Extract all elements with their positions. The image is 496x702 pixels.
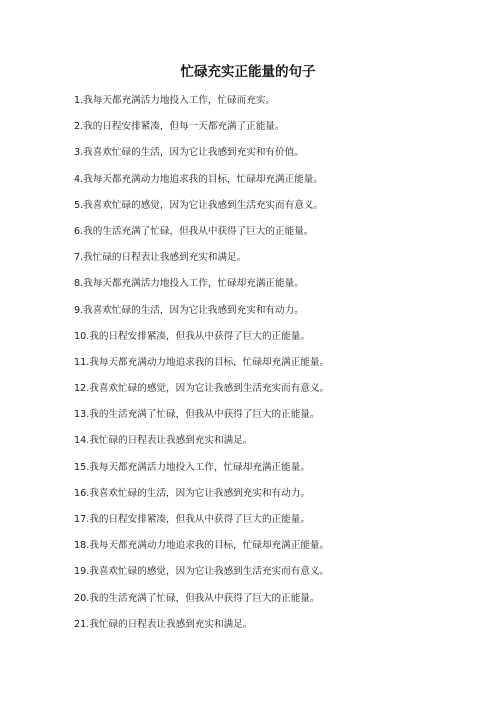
document-title: 忙碌充实正能量的句子: [180, 64, 316, 80]
list-item-text: 我的日程安排紧凑，但每一天都充满了正能量。: [83, 121, 285, 133]
list-item-number: 14.: [74, 435, 90, 447]
list-item: [74, 119, 329, 145]
list-item: [74, 250, 329, 276]
list-item-number: 3.: [74, 147, 84, 159]
list-item-number: 17.: [74, 514, 90, 525]
list-item-number: 8.: [74, 278, 84, 290]
list-item: [74, 512, 329, 538]
list-item: [74, 303, 329, 329]
list-item-number: 20.: [74, 592, 90, 604]
list-item: [74, 172, 329, 198]
list-item-number: 12.: [74, 383, 90, 395]
list-item-text: 我喜欢忙碌的生活，因为它让我感到充实和有动力。: [89, 487, 310, 499]
list-item: [74, 381, 329, 407]
list-item: [74, 460, 329, 486]
list-item-text: 我忙碌的日程表让我感到充实和满足。: [83, 252, 247, 264]
list-item-text: 我喜欢忙碌的感觉，因为它让我感到生活充实而有意义。: [89, 566, 330, 578]
list-item: [74, 486, 329, 512]
list-item: [74, 276, 329, 302]
list-item-text: 我喜欢忙碌的生活，因为它让我感到充实和有动力。: [83, 304, 304, 316]
list-item-text: 我每天都充满活力地投入工作，忙碌而充实。: [83, 95, 276, 106]
list-item: [74, 355, 329, 381]
list-item-text: 我每天都充满动力地追求我的目标，忙碌却充满正能量。: [83, 173, 323, 185]
list-item-text: 我每天都充满活力地投入工作，忙碌却充满正能量。: [89, 461, 310, 473]
list-item-text: 我每天都充满活力地投入工作，忙碌却充满正能量。: [83, 278, 304, 290]
list-item-number: 13.: [74, 409, 90, 421]
list-item-number: 2.: [74, 121, 84, 133]
list-item-text: 我每天都充满动力地追求我的目标，忙碌却充满正能量。: [89, 356, 330, 368]
list-item-number: 11.: [74, 356, 90, 368]
list-item-text: 我喜欢忙碌的感觉，因为它让我感到生活充实而有意义。: [89, 383, 330, 395]
list-item-text: 我每天都充满动力地追求我的目标，忙碌却充满正能量。: [89, 540, 330, 552]
list-item-text: 我喜欢忙碌的生活，因为它让我感到充实和有价值。: [83, 147, 304, 159]
list-item: [74, 591, 329, 617]
list-item: [74, 433, 329, 459]
list-item-number: 19.: [74, 566, 90, 578]
list-item: [74, 564, 329, 590]
list-item-number: 7.: [74, 252, 84, 264]
list-item: [74, 538, 329, 564]
list-item-text: 我的生活充满了忙碌，但我从中获得了巨大的正能量。: [83, 225, 314, 237]
list-item: [74, 329, 329, 355]
list-item-number: 15.: [74, 461, 90, 473]
list-item-number: 4.: [74, 173, 84, 185]
list-item-text: 我忙碌的日程表让我感到充实和满足。: [89, 618, 253, 630]
list-item-number: 1.: [74, 95, 84, 106]
list-item: [74, 198, 329, 224]
sentence-list: [74, 93, 329, 643]
list-item-number: 9.: [74, 304, 84, 316]
list-item: [74, 145, 329, 171]
list-item: [74, 407, 329, 433]
list-item: [74, 224, 329, 250]
list-item-number: 10.: [74, 330, 90, 342]
list-item-text: 我的日程安排紧凑，但我从中获得了巨大的正能量。: [89, 514, 310, 525]
list-item-text: 我的生活充满了忙碌，但我从中获得了巨大的正能量。: [89, 592, 320, 604]
list-item-number: 6.: [74, 225, 84, 237]
list-item: [74, 617, 329, 643]
list-item-number: 18.: [74, 540, 90, 552]
list-item-number: 16.: [74, 487, 90, 499]
list-item-text: 我喜欢忙碌的感觉，因为它让我感到生活充实而有意义。: [83, 199, 323, 211]
list-item: [74, 93, 329, 119]
list-item-text: 我的生活充满了忙碌，但我从中获得了巨大的正能量。: [89, 409, 320, 421]
list-item-text: 我的日程安排紧凑，但我从中获得了巨大的正能量。: [89, 330, 310, 342]
list-item-number: 5.: [74, 199, 84, 211]
list-item-text: 我忙碌的日程表让我感到充实和满足。: [89, 435, 253, 447]
list-item-number: 21.: [74, 618, 90, 630]
